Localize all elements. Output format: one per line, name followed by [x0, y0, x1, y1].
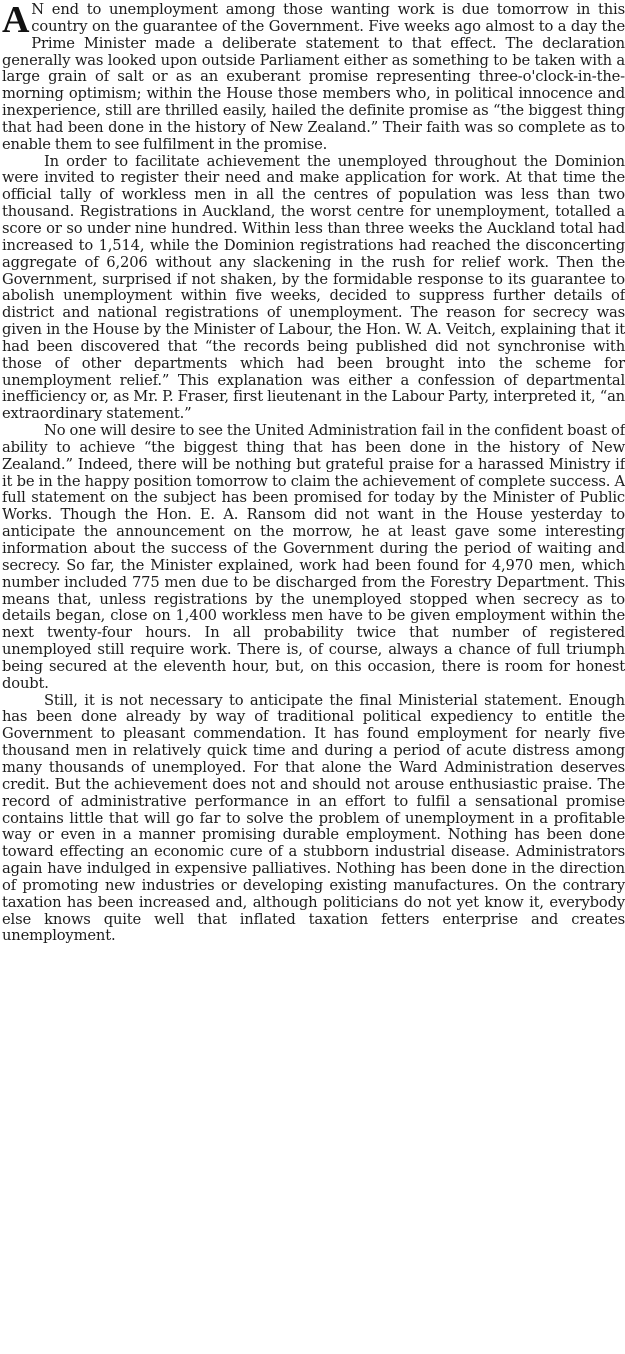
paragraph-4: Still, it is not necessary to anticipate the final Ministerial statement. Enough has been done already by way of traditional political expediency to entitle the Government to pleasant commendation. It has found employment for nearly five thousand men in relatively quick time and during a period of acute distress among many thousands of unemployed. For that alone the Ward Administration deserves credit. But the achievement does not and should not arouse enthusiastic praise. The record of administrative performance in an effort to fulfil a sensational promise contains little that will go far to solve the problem of unemployment in a profitable way or even in a manner promising durable employment. Nothing has been done toward effecting an economic cure of a stubborn industrial disease. Administrators again have indulged in expensive palliatives. Nothing has been done in the direction of promoting new industries or developing existing manufactures. On the contrary taxation has been increased and, although politicians do not yet know it, everybody else knows quite well that inflated taxation fetters enterprise and creates unemployment.: [2, 691, 625, 945]
article-body: [2, 2, 625, 945]
drop-cap: A: [2, 0, 30, 41]
paragraph-1: [2, 2, 625, 154]
paragraph-3: No one will desire to see the United Administration fail in the confident boast of ability to achieve “the biggest thing that has been done in the history of New Zealand.” Indeed, there will be nothing but grateful praise for a harassed Ministry if it be in the happy position tomorrow to claim the achievement of complete success. A full statement on the subject has been promised for today by the Minister of Public Works. Though the Hon. E. A. Ransom did not want in the House yesterday to anticipate the announcement on the morrow, he at least gave some interesting information about the success of the Government during the period of waiting and secrecy. So far, the Minister explained, work had been found for 4,970 men, which number included 775 men due to be discharged from the Forestry Department. This means that, unless registrations by the unemployed stopped when secrecy as to details began, close on 1,400 workless men have to be given employment within the next twenty-four hours. In all probability twice that number of registered unemployed still require work. There is, of course, always a chance of full triumph being secured at the eleventh hour, but, on this occasion, there is room for honest doubt.: [2, 422, 625, 692]
paragraph-1-text: N end to unemployment among those wanting work is due tomorrow in this country on the guarantee of the Government. Five weeks ago almost to a day the Prime Minister made a deliberate statement to that effect. The declaration generally was looked upon outside Parliament either as something to be taken with a large grain of salt or as an exuberant promise representing three-o'clock-in-the-morning optimism; within the House those members who, in political innocence and inexperience, still are thrilled easily, hailed the definite promise as “the biggest thing that had been done in the history of New Zealand.” Their faith was so complete as to enable them to see fulfilment in the promise.: [2, 1, 625, 153]
paragraph-2: In order to facilitate achievement the unemployed throughout the Dominion were invited to register their need and make application for work. At that time the official tally of workless men in all the centres of population was less than two thousand. Registrations in Auckland, the worst centre for unemployment, totalled a score or so under nine hundred. Within less than three weeks the Auckland total had increased to 1,514, while the Dominion registrations had reached the disconcerting aggregate of 6,206 without any slackening in the rush for relief work. Then the Government, surprised if not shaken, by the formidable response to its guarantee to abolish unemployment within five weeks, decided to suppress further details of district and national registrations of unemployment. The reason for secrecy was given in the House by the Minister of Labour, the Hon. W. A. Veitch, explaining that it had been discovered that “the records being published did not synchronise with those of other departments which had been brought into the scheme for unemployment relief.” This explanation was either a confession of departmental inefficiency or, as Mr. P. Fraser, first lieutenant in the Labour Party, interpreted it, “an extraordinary statement.”: [2, 152, 625, 423]
